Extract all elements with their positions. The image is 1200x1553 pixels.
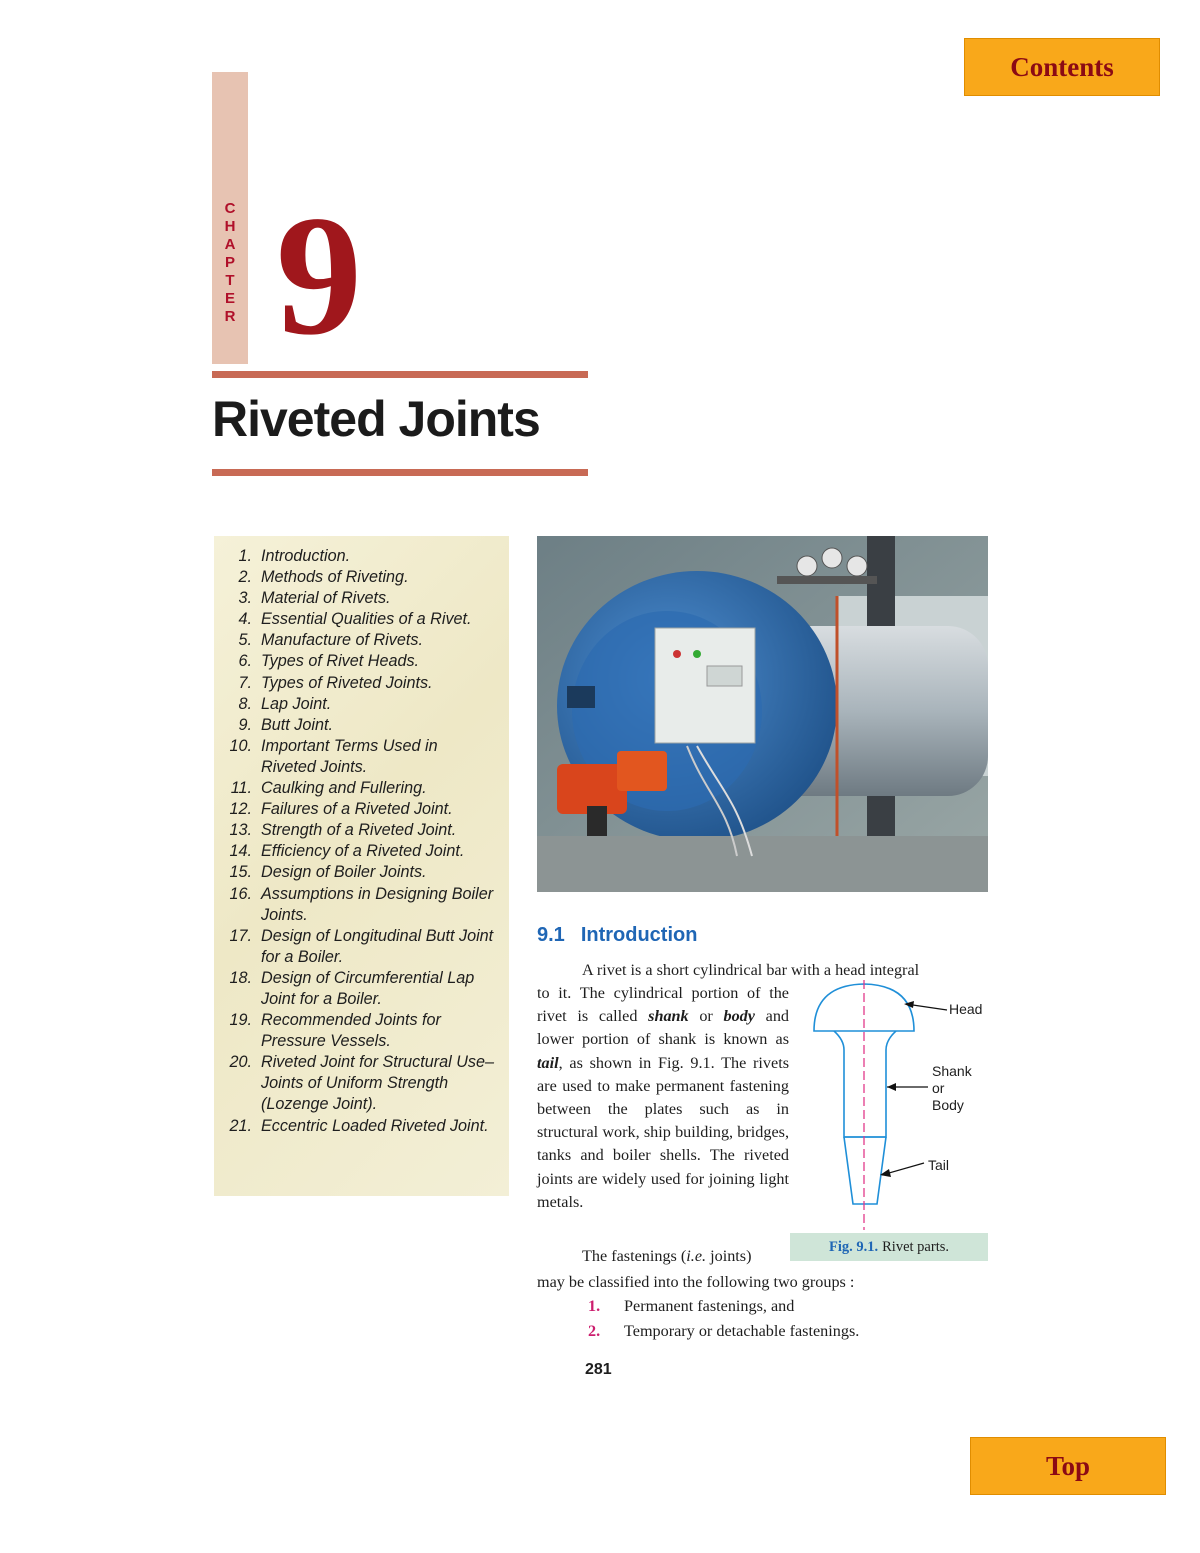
toc-item-text: Failures of a Riveted Joint. [261,800,453,819]
toc-item-text: Design of Circumferential Lap Joint for a Boiler. [261,968,475,1008]
label-shank [932,1063,972,1114]
toc-item [214,651,495,672]
contents-button[interactable]: Contents [964,38,1160,96]
section-number: 9.1 [537,924,565,946]
toc-item-number: 7. [238,673,252,692]
toc-item-text: Types of Riveted Joints. [261,673,433,692]
toc-item-text: Riveted Joint for Structural Use–Joints of Uniform Strength (Lozenge Joint). [261,1053,495,1114]
label-or-word: or [932,1080,945,1096]
paragraph-1-body [537,982,789,1214]
toc-item-number: 16. [229,884,252,903]
toc-item-number: 12. [229,800,252,819]
toc-item-number: 18. [229,968,252,987]
toc-item-text: Manufacture of Rivets. [261,631,423,650]
toc-item-number: 21. [229,1116,252,1135]
fastening-item [588,1322,859,1341]
toc-item-number: 4. [238,610,252,629]
toc-item-number: 8. [238,694,252,713]
paragraph-2-first-line [582,1245,802,1268]
toc-item-text: Design of Longitudinal Butt Joint for a Boiler. [261,926,494,966]
rivet-tail-shape [844,1137,886,1204]
toc-item-text: Strength of a Riveted Joint. [261,821,457,840]
toc-item [214,862,495,883]
toc-item-text: Important Terms Used in Riveted Joints. [261,736,438,776]
title-rule-top [212,371,588,378]
toc-item [214,926,495,968]
toc-item [214,1116,495,1137]
title-rule-bottom [212,469,588,476]
label-head: Head [949,1001,983,1017]
toc-item [214,1010,495,1052]
label-body-word: Body [932,1097,964,1113]
figure-id: Fig. 9.1. [829,1238,879,1255]
toc-item-text: Assumptions in Designing Boiler Joints. [261,884,494,924]
section-title: Introduction [580,924,698,946]
toc-item-number: 19. [229,1011,252,1030]
toc-item-text: Efficiency of a Riveted Joint. [261,842,465,861]
toc-item-text: Butt Joint. [261,715,333,734]
text-run: or [688,1007,724,1026]
toc-item-number: 2. [238,568,252,587]
figure-caption [790,1233,988,1261]
toc-item-number: 17. [229,926,252,945]
toc-item-number: 1. [238,547,252,565]
toc-item-number: 10. [229,736,252,755]
toc-item-number: 5. [238,631,252,650]
toc-item-number: 3. [238,589,252,608]
paragraph-1-first-line: A rivet is a short cylindrical bar with a head integral [582,961,920,979]
toc-item-text: Introduction. [261,547,351,565]
toc-item [214,546,495,567]
label-tail: Tail [928,1157,950,1173]
shank-arrowhead [887,1083,896,1091]
text-run: to it. The cylindrical portion of the rivet is called [537,984,789,1026]
chapter-letter: A [224,236,236,253]
chapter-letter: R [224,308,236,325]
page-number: 281 [585,1361,612,1378]
boiler-photo [537,536,988,892]
toc-item-text: Eccentric Loaded Riveted Joint. [261,1116,489,1135]
item-text: Temporary or detachable fastenings. [624,1322,860,1340]
text-run: The fastenings ( [582,1247,687,1265]
chapter-contents-box [214,536,509,1196]
term-tail: tail [537,1053,559,1072]
toc-item-text: Essential Qualities of a Rivet. [261,610,472,629]
toc-item [214,609,495,630]
toc-item [214,841,495,862]
chapter-number: 9 [276,181,362,371]
text-run: , as shown in Fig. 9.1. The rivets are used to make permanent fastening between the plates such as in structural work, ship building, bridges, tanks and boiler shells. The riveted joints are widely used for joining light metals. [537,1053,789,1211]
toc-item [214,673,495,694]
chapter-letter: C [224,200,236,217]
section-heading [537,924,697,947]
text-run: joints) [706,1247,752,1265]
toc-item [214,715,495,736]
toc-item-number: 6. [238,652,252,671]
abbrev-ie: i.e. [686,1247,707,1265]
toc-item [214,778,495,799]
toc-item-text: Lap Joint. [261,694,332,713]
toc-item [214,820,495,841]
rivet-shank-shape [834,1031,896,1137]
toc-item-text: Material of Rivets. [261,589,391,608]
toc-item [214,588,495,609]
figure-caption-text: Rivet parts. [882,1238,949,1255]
chapter-letter: E [224,290,235,307]
label-shank-word: Shank [932,1063,972,1079]
toc-item [214,884,495,926]
toc-item-number: 14. [229,842,252,861]
toc-item-text: Types of Rivet Heads. [261,652,420,671]
toc-item-number: 20. [229,1053,252,1072]
item-number: 1. [588,1297,601,1315]
toc-item-text: Methods of Riveting. [261,568,409,587]
chapter-title: Riveted Joints [212,391,540,447]
item-text: Permanent fastenings, and [624,1297,795,1315]
toc-item [214,799,495,820]
toc-item-text: Caulking and Fullering. [261,779,427,798]
item-number: 2. [588,1322,601,1340]
toc-item-number: 13. [229,821,252,840]
term-shank: shank [648,1007,689,1026]
top-button[interactable]: Top [970,1437,1166,1495]
toc-item-number: 11. [230,779,252,798]
toc-item [214,694,495,715]
toc-item [214,630,495,651]
toc-item [214,1052,495,1115]
chapter-letter: P [224,254,235,271]
fastening-item [588,1297,794,1316]
paragraph-2-body: may be classified into the following two groups : [537,1273,855,1291]
chapter-vertical-label [218,200,242,326]
text-run: and lower portion of shank is known as [537,1007,790,1049]
term-body: body [723,1007,755,1026]
chapter-letter: H [224,218,236,235]
toc-item [214,736,495,778]
toc-list [214,536,509,1137]
chapter-letter: T [225,272,235,289]
toc-item [214,567,495,588]
toc-item-number: 9. [238,715,252,734]
toc-item-text: Recommended Joints for Pressure Vessels. [261,1011,441,1051]
toc-item [214,968,495,1010]
toc-item-text: Design of Boiler Joints. [261,863,427,882]
toc-item-number: 15. [229,863,252,882]
